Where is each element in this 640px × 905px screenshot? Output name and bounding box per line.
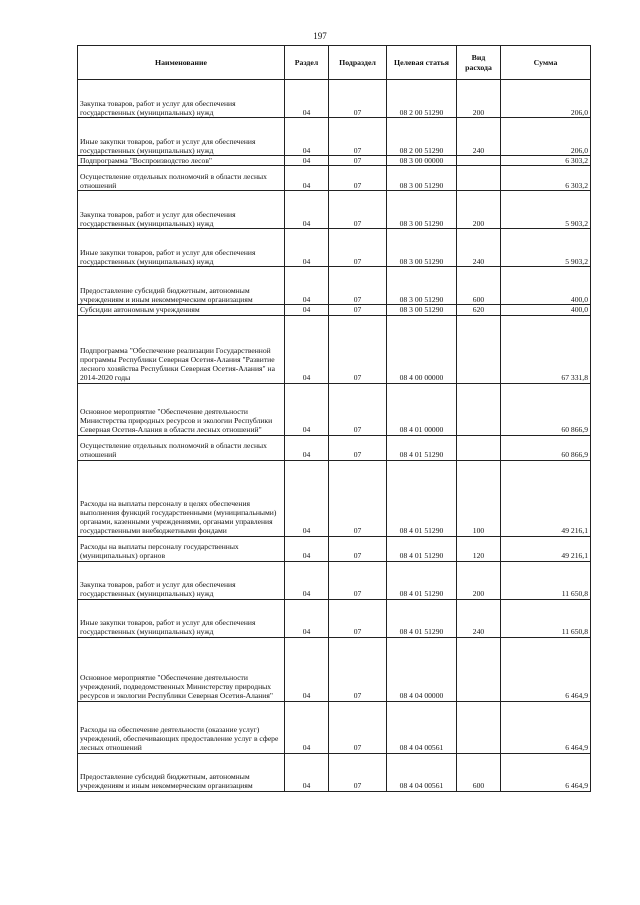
cell-subsection: 07 <box>329 460 387 536</box>
cell-subsection: 07 <box>329 599 387 637</box>
cell-target: 08 2 00 51290 <box>387 80 457 118</box>
cell-type <box>457 435 501 460</box>
cell-section: 04 <box>285 191 329 229</box>
cell-target: 08 3 00 51290 <box>387 305 457 315</box>
cell-target: 08 3 00 51290 <box>387 166 457 191</box>
table-row <box>78 637 591 701</box>
cell-subsection: 07 <box>329 267 387 305</box>
table-body <box>78 80 591 792</box>
header-subsection: Подраздел <box>329 46 387 80</box>
cell-type <box>457 637 501 701</box>
cell-section: 04 <box>285 229 329 267</box>
header-section: Раздел <box>285 46 329 80</box>
cell-section: 04 <box>285 118 329 156</box>
cell-type: 620 <box>457 305 501 315</box>
cell-subsection: 07 <box>329 701 387 753</box>
cell-subsection: 07 <box>329 229 387 267</box>
table-row <box>78 315 591 383</box>
cell-subsection: 07 <box>329 315 387 383</box>
table-row <box>78 118 591 156</box>
cell-subsection: 07 <box>329 536 387 561</box>
cell-subsection: 07 <box>329 166 387 191</box>
cell-target: 08 4 01 00000 <box>387 383 457 435</box>
cell-section: 04 <box>285 383 329 435</box>
cell-type: 600 <box>457 753 501 791</box>
table-row <box>78 435 591 460</box>
cell-sum: 6 464,9 <box>501 701 591 753</box>
cell-sum: 49 216,1 <box>501 536 591 561</box>
cell-section: 04 <box>285 305 329 315</box>
cell-name: Субсидии автономным учреждениям <box>78 305 285 315</box>
cell-target: 08 4 01 51290 <box>387 536 457 561</box>
cell-type: 240 <box>457 118 501 156</box>
cell-section: 04 <box>285 435 329 460</box>
cell-target: 08 4 04 00561 <box>387 753 457 791</box>
cell-name: Иные закупки товаров, работ и услуг для обеспечения государственных (муниципальных) нужд <box>78 599 285 637</box>
cell-subsection: 07 <box>329 156 387 166</box>
cell-type <box>457 701 501 753</box>
cell-type: 240 <box>457 229 501 267</box>
cell-sum: 6 303,2 <box>501 156 591 166</box>
cell-name: Закупка товаров, работ и услуг для обеспечения государственных (муниципальных) нужд <box>78 191 285 229</box>
cell-name: Основное мероприятие "Обеспечение деятельности Министерства природных ресурсов и экологии Республики Северная Осетия-Алания в области лесных отношений" <box>78 383 285 435</box>
cell-target: 08 4 04 00000 <box>387 637 457 701</box>
table-row <box>78 753 591 791</box>
cell-subsection: 07 <box>329 80 387 118</box>
cell-sum: 5 903,2 <box>501 229 591 267</box>
cell-name: Основное мероприятие "Обеспечение деятельности учреждений, подведомственных Министерству природных ресурсов и экологии Республики Северная Осетия-Алания" <box>78 637 285 701</box>
cell-type <box>457 166 501 191</box>
cell-target: 08 4 04 00561 <box>387 701 457 753</box>
cell-target: 08 3 00 51290 <box>387 229 457 267</box>
cell-subsection: 07 <box>329 561 387 599</box>
table-row <box>78 80 591 118</box>
table-row <box>78 536 591 561</box>
cell-name: Иные закупки товаров, работ и услуг для обеспечения государственных (муниципальных) нужд <box>78 229 285 267</box>
cell-name: Закупка товаров, работ и услуг для обеспечения государственных (муниципальных) нужд <box>78 80 285 118</box>
budget-table <box>77 45 591 792</box>
cell-section: 04 <box>285 637 329 701</box>
cell-subsection: 07 <box>329 383 387 435</box>
cell-type: 240 <box>457 599 501 637</box>
cell-sum: 206,0 <box>501 80 591 118</box>
header-sum: Сумма <box>501 46 591 80</box>
cell-sum: 206,0 <box>501 118 591 156</box>
cell-target: 08 4 01 51290 <box>387 435 457 460</box>
cell-sum: 49 216,1 <box>501 460 591 536</box>
cell-name: Закупка товаров, работ и услуг для обеспечения государственных (муниципальных) нужд <box>78 561 285 599</box>
cell-target: 08 3 00 51290 <box>387 267 457 305</box>
cell-name: Осуществление отдельных полномочий в области лесных отношений <box>78 435 285 460</box>
cell-name: Подпрограмма "Воспроизводство лесов" <box>78 156 285 166</box>
cell-type: 100 <box>457 460 501 536</box>
cell-subsection: 07 <box>329 637 387 701</box>
cell-section: 04 <box>285 166 329 191</box>
cell-type: 200 <box>457 561 501 599</box>
cell-target: 08 4 01 51290 <box>387 599 457 637</box>
cell-sum: 6 464,9 <box>501 753 591 791</box>
cell-sum: 6 464,9 <box>501 637 591 701</box>
table-row <box>78 166 591 191</box>
cell-sum: 400,0 <box>501 267 591 305</box>
table-row <box>78 191 591 229</box>
cell-name: Расходы на выплаты персоналу государственных (муниципальных) органов <box>78 536 285 561</box>
cell-subsection: 07 <box>329 753 387 791</box>
cell-target: 08 2 00 51290 <box>387 118 457 156</box>
cell-type <box>457 315 501 383</box>
header-name: Наименование <box>78 46 285 80</box>
cell-target: 08 3 00 00000 <box>387 156 457 166</box>
cell-name: Расходы на выплаты персоналу в целях обеспечения выполнения функций государственными (муниципальными) органами, казенными учреждениями, органами управления государственными внебюджетными фондами <box>78 460 285 536</box>
table-row <box>78 305 591 315</box>
cell-sum: 400,0 <box>501 305 591 315</box>
table-row <box>78 460 591 536</box>
cell-subsection: 07 <box>329 191 387 229</box>
cell-sum: 60 866,9 <box>501 435 591 460</box>
cell-target: 08 4 00 00000 <box>387 315 457 383</box>
table-row <box>78 383 591 435</box>
cell-name: Иные закупки товаров, работ и услуг для обеспечения государственных (муниципальных) нужд <box>78 118 285 156</box>
cell-section: 04 <box>285 460 329 536</box>
table-row <box>78 156 591 166</box>
cell-name: Расходы на обеспечение деятельности (оказание услуг) учреждений, обеспечивающих предоставление услуг в сфере лесных отношений <box>78 701 285 753</box>
cell-section: 04 <box>285 156 329 166</box>
cell-section: 04 <box>285 701 329 753</box>
cell-target: 08 3 00 51290 <box>387 191 457 229</box>
table-row <box>78 561 591 599</box>
cell-subsection: 07 <box>329 118 387 156</box>
cell-type: 200 <box>457 80 501 118</box>
cell-section: 04 <box>285 267 329 305</box>
cell-sum: 67 331,8 <box>501 315 591 383</box>
page-number: 197 <box>313 31 327 41</box>
cell-section: 04 <box>285 599 329 637</box>
cell-name: Предоставление субсидий бюджетным, автономным учреждениям и иным некоммерческим организациям <box>78 753 285 791</box>
cell-type <box>457 383 501 435</box>
cell-sum: 5 903,2 <box>501 191 591 229</box>
cell-sum: 60 866,9 <box>501 383 591 435</box>
table-row <box>78 229 591 267</box>
cell-type: 600 <box>457 267 501 305</box>
table-row <box>78 701 591 753</box>
cell-type: 200 <box>457 191 501 229</box>
cell-sum: 6 303,2 <box>501 166 591 191</box>
cell-target: 08 4 01 51290 <box>387 561 457 599</box>
cell-name: Подпрограмма "Обеспечение реализации Государственной программы Республики Северная Осетия-Алания "Развитие лесного хозяйства Республики Северная Осетия-Алания" на 2014-2020 годы <box>78 315 285 383</box>
cell-section: 04 <box>285 536 329 561</box>
cell-subsection: 07 <box>329 435 387 460</box>
cell-section: 04 <box>285 80 329 118</box>
cell-name: Осуществление отдельных полномочий в области лесных отношений <box>78 166 285 191</box>
table-header-row <box>78 46 591 80</box>
cell-sum: 11 650,8 <box>501 561 591 599</box>
table-row <box>78 599 591 637</box>
cell-type: 120 <box>457 536 501 561</box>
cell-type <box>457 156 501 166</box>
cell-target: 08 4 01 51290 <box>387 460 457 536</box>
cell-name: Предоставление субсидий бюджетным, автономным учреждениям и иным некоммерческим организациям <box>78 267 285 305</box>
cell-section: 04 <box>285 315 329 383</box>
header-target: Целевая статья <box>387 46 457 80</box>
table-row <box>78 267 591 305</box>
cell-section: 04 <box>285 561 329 599</box>
cell-section: 04 <box>285 753 329 791</box>
cell-subsection: 07 <box>329 305 387 315</box>
header-type: Вид расхода <box>457 46 501 80</box>
cell-sum: 11 650,8 <box>501 599 591 637</box>
